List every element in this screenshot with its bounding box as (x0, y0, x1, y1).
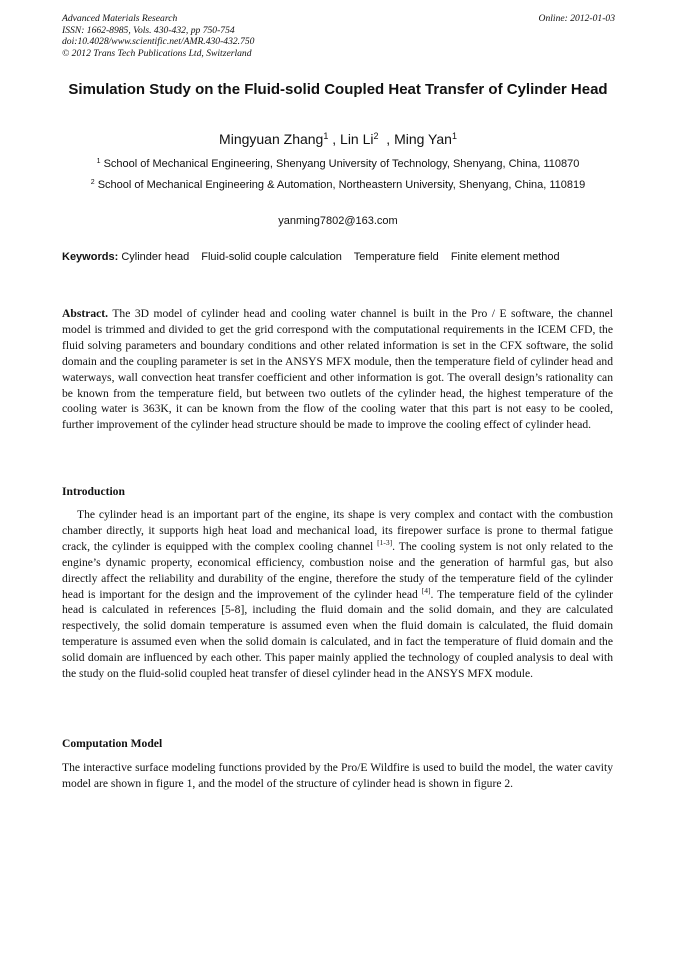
abstract-label: Abstract. (62, 307, 109, 320)
author-email[interactable]: yanming7802@163.com (278, 215, 398, 227)
journal-name: Advanced Materials Research (62, 13, 178, 24)
keyword: Cylinder head (121, 251, 190, 263)
journal-header (62, 13, 254, 59)
introduction-text: The cylinder head is an important part of the engine, its shape is very complex and contact with the combustion chamber directly, it supports high heat load and mechanical load, its firepower surface is prone to thermal fatigue crack, the cylinder is equipped with the complex cooling channel (62, 508, 613, 553)
issn-line: ISSN: 1662-8985, Vols. 430-432, pp 750-754 (62, 24, 235, 36)
affiliation-text: School of Mechanical Engineering, Shenyang University of Technology, Shenyang, China, 110870 (103, 158, 580, 170)
abstract-text: The 3D model of cylinder head and cooling water channel is built in the Pro / E software, the channel model is trimmed and divided to get the grid correspond with the computational requirements in the ICEM CFD, the fluid solving parameters and boundary conditions and other related information is set in the CFX software, the solid domain and the coupling parameter is set in the ANSYS MFX module, then the temperature field of cylinder head and waterways, wall convection heat transfer coefficient and other information is got. The overall design’s rationality can be known from the temperature field, but between two outlets of the cylinder head, the highest temperature of the cooling water is 363K, it can be known from the flow of the cooling water that this part is not easy to be cooled, further improvement of the cylinder head structure should be made to improve the cooling effect of cylinder head. (62, 307, 613, 432)
author-name: Mingyuan Zhang (219, 131, 324, 147)
introduction-heading: Introduction (62, 485, 125, 498)
abstract (62, 306, 613, 433)
keywords (62, 250, 622, 264)
affiliation (62, 157, 614, 171)
author-affiliation-mark: 1 (451, 131, 457, 141)
online-date: Online: 2012-01-03 (538, 13, 615, 24)
author-name: Lin Li (340, 131, 374, 147)
doi-line: doi:10.4028/www.scientific.net/AMR.430-432.750 (62, 36, 255, 48)
citation: [4] (421, 585, 431, 595)
keyword: Fluid-solid couple calculation (201, 251, 342, 263)
keyword: Finite element method (450, 251, 560, 263)
introduction-text: . The temperature field of the cylinder head is calculated in references [5-8], including the fluid domain and the solid domain, and they are calculated respectively, the solid domain temperature is assumed even when the fluid domain is calculated, the fluid domain temperature is assumed even when the solid domain is calculated, and in fact the temperature of fluid domain and the solid domain are influenced by each other. This paper mainly applied the technology of coupled analysis to deal with the study on the fluid-solid coupled heat transfer of diesel cylinder head in the ANSYS MFX module. (62, 587, 613, 681)
affiliation-mark: 1 (96, 158, 101, 165)
keywords-label: Keywords: (62, 251, 119, 263)
computation-model-paragraph: The interactive surface modeling functions provided by the Pro/E Wildfire is used to build the model, the water cavity model are shown in figure 1, and the model of the structure of cylinder head is shown in figure 2. (62, 761, 613, 790)
keyword: Temperature field (353, 251, 439, 263)
introduction-paragraph (62, 507, 613, 682)
affiliation-mark: 2 (90, 179, 95, 186)
citation: [1-3] (377, 537, 393, 547)
copyright-line: © 2012 Trans Tech Publications Ltd, Switzerland (62, 47, 252, 59)
computation-model-heading: Computation Model (62, 737, 163, 750)
author-list: Mingyuan Zhang$^1$ , Lin Li$^2$ , Ming Yan$^1$ (219, 131, 457, 147)
author-affiliation-mark: 2 (373, 131, 379, 141)
author-name: Ming Yan (394, 131, 452, 147)
affiliation-text: School of Mechanical Engineering & Automation, Northeastern University, Shenyang, China, 110819 (97, 179, 586, 191)
introduction-text: . The cooling system is not only related to the engine’s dynamic property, economical efficiency, combustion noise and the generation of harmful gas, but also directly affect the reliability and durability of the engine, therefore the study of the temperature field of the cylinder head is important for the design and the improvement of the cylinder head (62, 539, 613, 601)
author-affiliation-mark: 1 (323, 131, 329, 141)
affiliation (62, 178, 614, 192)
paper-title: Simulation Study on the Fluid-solid Coupled Heat Transfer of Cylinder Head (68, 81, 608, 98)
